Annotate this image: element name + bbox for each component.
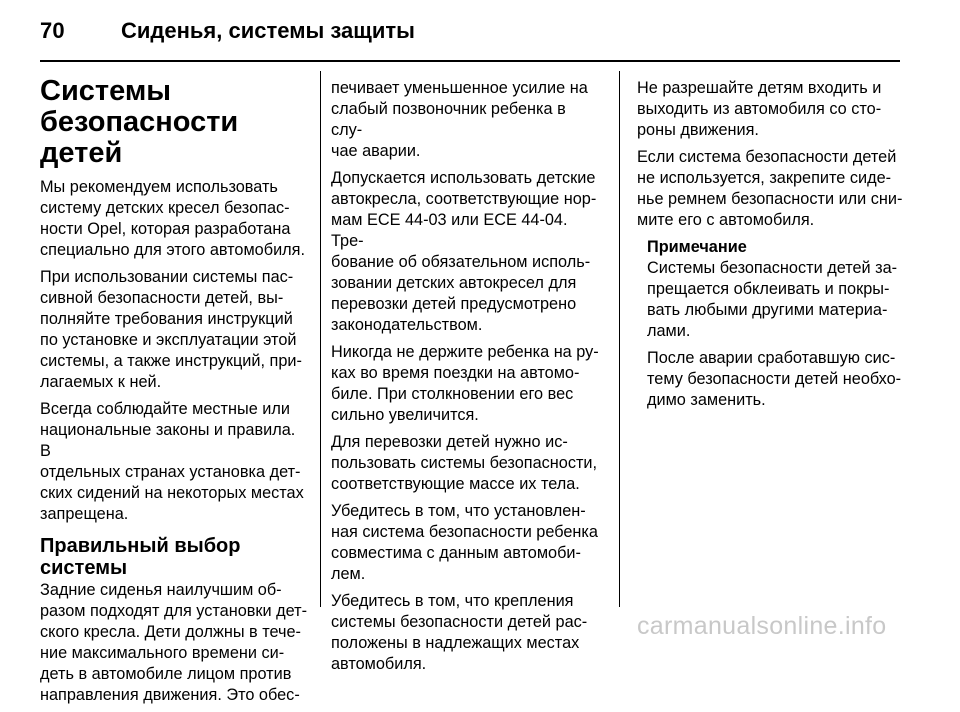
- paragraph: Никогда не держите ребенка на ру- ках во время поездки на автомо- биле. При столкновении его вес сильно увеличится.: [331, 343, 599, 424]
- paragraph: При использовании системы пас- сивной безопасности детей, вы- полняйте требования инструкций по установке и эксплуатации этой системы, а также инструкций, при- лагаемых к ней.: [40, 268, 302, 391]
- subheading: Правильный выбор системы: [40, 535, 241, 579]
- section-title: Сиденья, системы защиты: [121, 18, 415, 43]
- paragraph: печивает уменьшенное усилие на слабый позвоночник ребенка в слу- чае аварии.: [331, 79, 588, 160]
- note-box: [637, 237, 905, 411]
- column-right: [637, 78, 905, 417]
- page-number: 70: [40, 18, 65, 43]
- paragraph: Задние сиденья наилучшим об- разом подходят для установки дет- ского кресла. Дети должны в тече- ние максимального времени си- деть в автомобиле лицом против направления движения. Это обес-: [40, 581, 308, 704]
- note-title: Примечание: [647, 238, 747, 256]
- watermark: carmanualsonline.info: [637, 612, 887, 640]
- column-left: [40, 75, 308, 712]
- paragraph: Мы рекомендуем использовать систему детских кресел безопас- ности Opel, которая разработана специально для этого автомобиля.: [40, 178, 305, 259]
- note-paragraph: После аварии сработавшую сис- тему безопасности детей необхо- димо заменить.: [647, 349, 902, 409]
- header-rule: [40, 60, 900, 62]
- paragraph: Для перевозки детей нужно ис- пользовать системы безопасности, соответствующие массе их тела.: [331, 433, 598, 493]
- paragraph: Убедитесь в том, что установлен- ная система безопасности ребенка совместима с данным автомоби- лем.: [331, 502, 598, 583]
- note-paragraph: Системы безопасности детей за- прещается обклеивать и покры- вать любыми другими материа- лами.: [647, 259, 898, 340]
- column-middle: [331, 78, 599, 681]
- column-divider-left: [320, 71, 321, 607]
- paragraph: Если система безопасности детей не используется, закрепите сиде- нье ремнем безопасности или сни- мите его с автомобиля.: [637, 148, 903, 229]
- main-heading: Системы безопасности детей: [40, 75, 239, 169]
- column-divider-right: [619, 71, 620, 607]
- paragraph: Всегда соблюдайте местные или национальные законы и правила. В отдельных странах установка дет- ских сидений на некоторых местах запрещена.: [40, 400, 304, 523]
- paragraph: Не разрешайте детям входить и выходить из автомобиля со сто- роны движения.: [637, 79, 882, 139]
- paragraph: Допускается использовать детские автокресла, соответствующие нор- мам ECE 44-03 или ECE 44-04. Тре- бование об обязательном исполь- зовании детских автокресел для перевозки детей предусмотрено законодательством.: [331, 169, 597, 334]
- paragraph: Убедитесь в том, что крепления системы безопасности детей рас- положены в надлежащих местах автомобиля.: [331, 592, 588, 673]
